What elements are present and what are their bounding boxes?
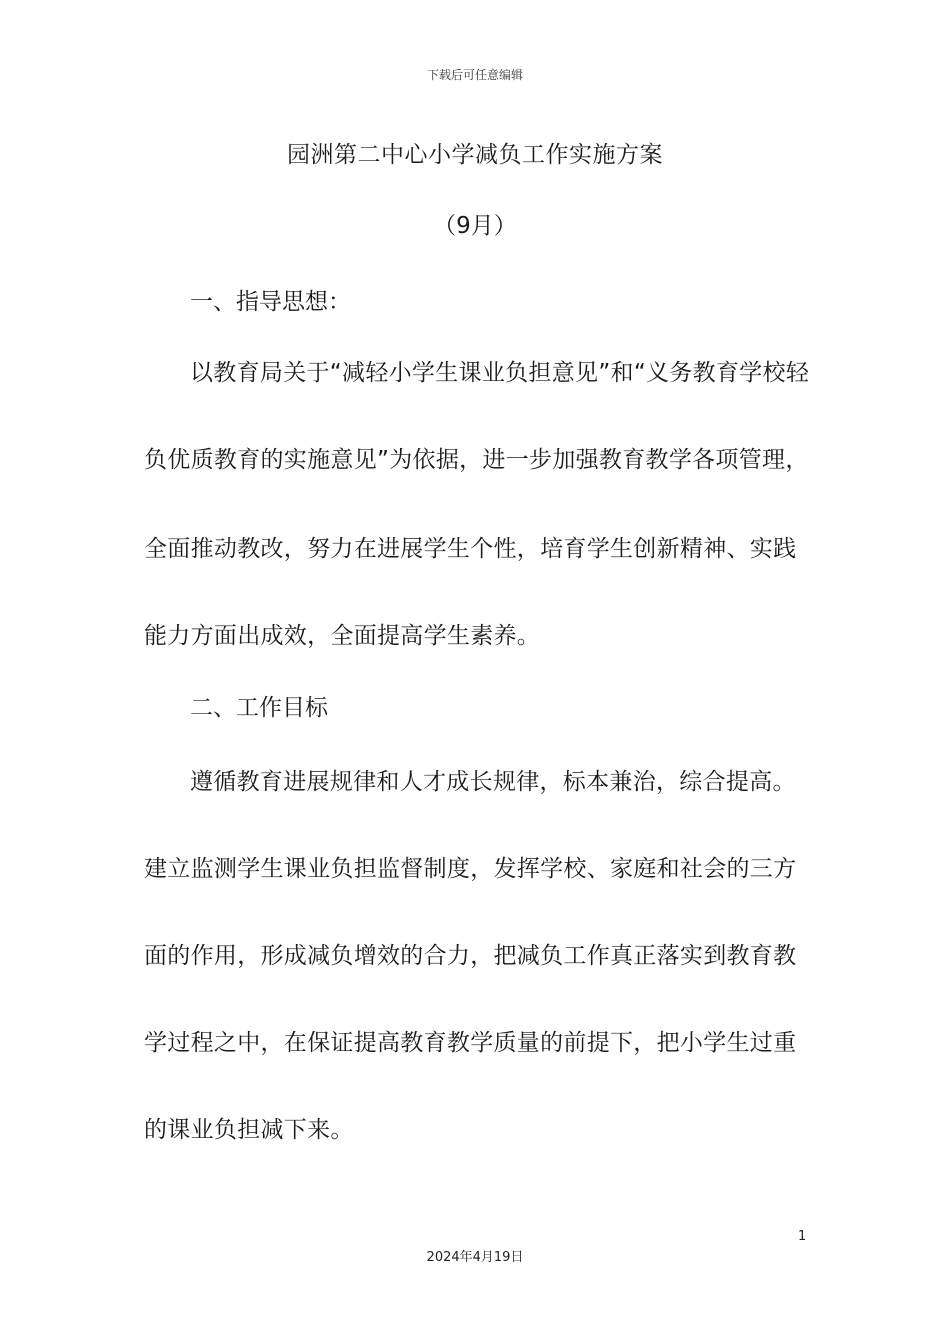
footer-date: 2024年4月19日 (426, 1250, 524, 1265)
section-heading-work-goals: 二、工作目标 (190, 695, 328, 721)
paragraph-line: 全面推动教改，努力在进展学生个性，培育学生创新精神、实践 (144, 536, 797, 562)
paragraph-line: 的课业负担减下来。 (144, 1117, 354, 1143)
paragraph-line: 建立监测学生课业负担监督制度，发挥学校、家庭和社会的三方 (144, 856, 797, 882)
header-note: 下载后可任意编辑 (426, 68, 523, 82)
paragraph-line: 学过程之中，在保证提高教育教学质量的前提下，把小学生过重 (144, 1030, 797, 1056)
document-title: 园洲第二中心小学减负工作实施方案 (287, 142, 663, 168)
paragraph-line: 以教育局关于“减轻小学生课业负担意见”和“义务教育学校轻 (190, 360, 810, 386)
section-heading-guiding-ideology: 一、指导思想： (190, 289, 351, 315)
paragraph-line: 能力方面出成效，全面提高学生素养。 (144, 623, 541, 649)
document-subtitle: （9月） (433, 213, 517, 239)
page-number: 1 (798, 1229, 807, 1244)
paragraph-line: 遵循教育进展规律和人才成长规律，标本兼治，综合提高。 (190, 769, 796, 795)
paragraph-line: 面的作用，形成减负增效的合力，把减负工作真正落实到教育教 (144, 943, 797, 969)
paragraph-line: 负优质教育的实施意见”为依据，进一步加强教育教学各项管理， (144, 447, 809, 473)
